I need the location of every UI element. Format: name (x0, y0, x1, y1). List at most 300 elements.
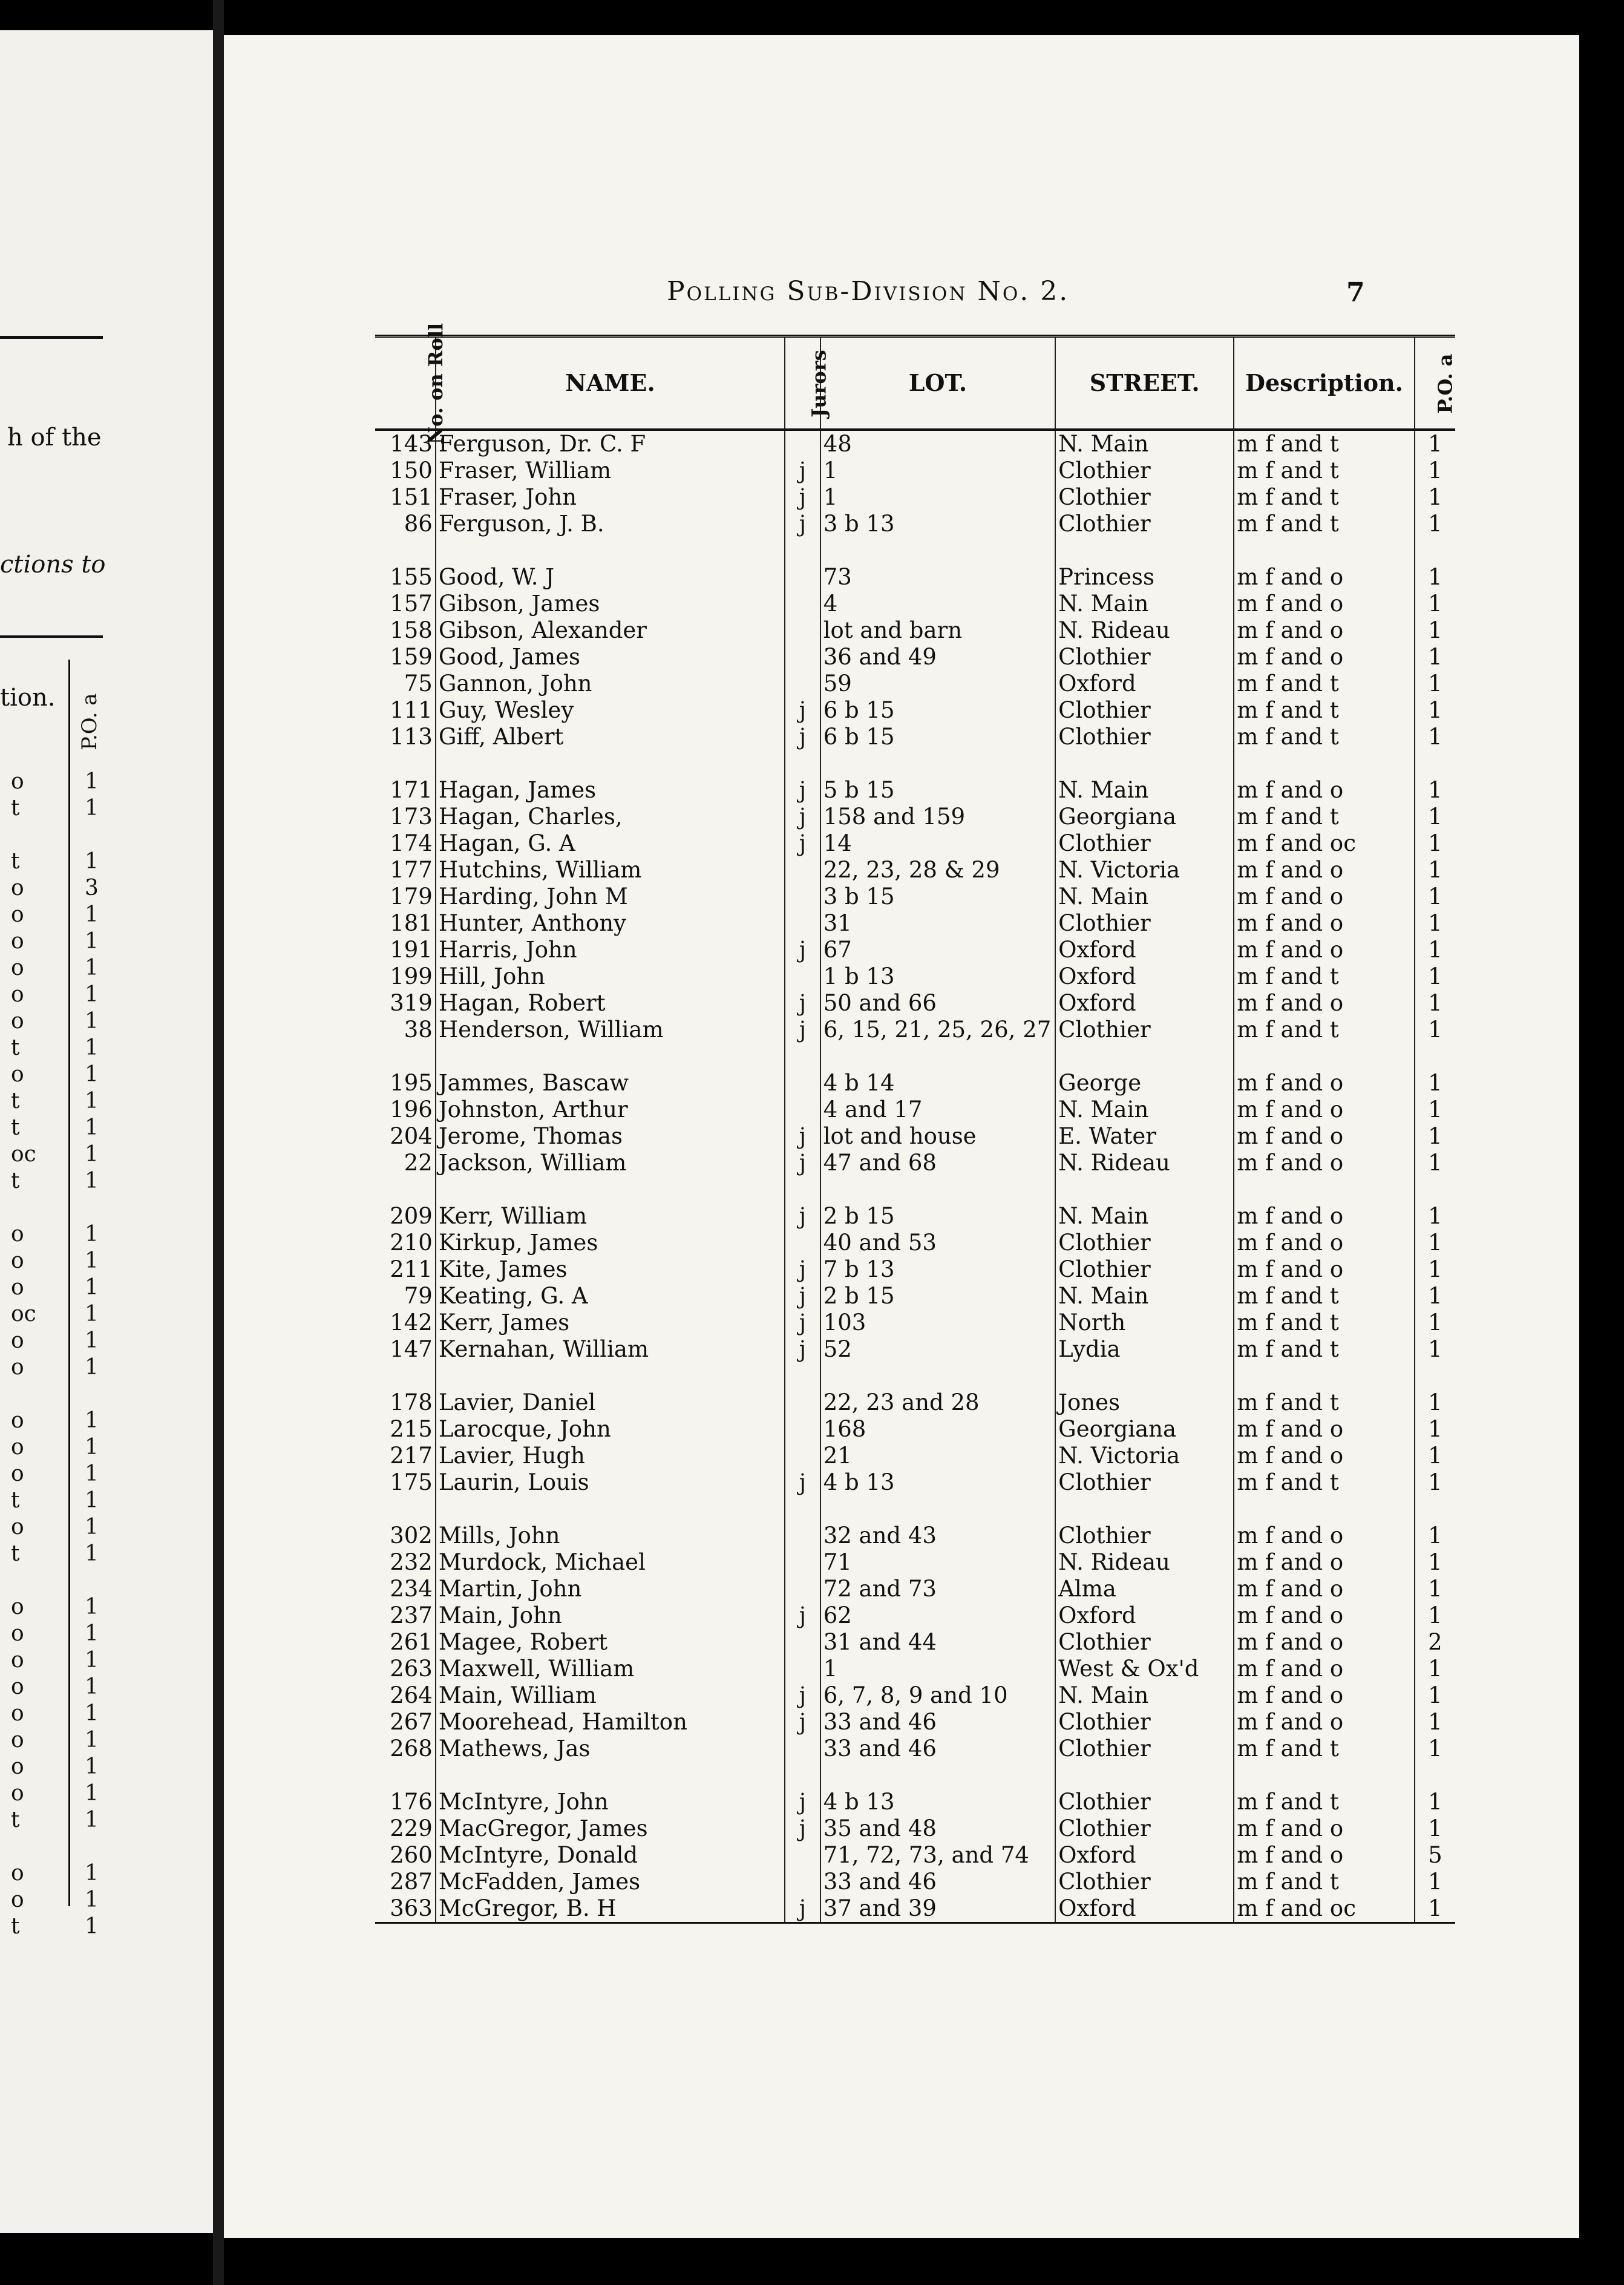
po-cell: 1 (1428, 1310, 1442, 1336)
lot-cell: 71 (820, 1549, 1055, 1576)
left-page-text-2: ctions to (0, 551, 106, 579)
left-page-description-value: o (11, 1728, 24, 1752)
group-spacer (375, 1363, 1455, 1389)
po-cell: 1 (1428, 1869, 1442, 1895)
juror-cell: j (785, 511, 820, 537)
lot-cell: 6 b 15 (820, 697, 1055, 724)
po-cell: 1 (1428, 591, 1442, 617)
table-row (375, 591, 1455, 617)
table-header-row (375, 336, 1455, 430)
roll-cell: 159 (375, 644, 436, 670)
description-cell: m f and o (1234, 1097, 1414, 1123)
po-cell: 1 (1428, 1017, 1442, 1043)
left-page-po-value (85, 1834, 99, 1860)
spacer-cell (785, 1043, 820, 1070)
spacer-cell (1055, 750, 1234, 777)
name-cell: Harris, John (436, 937, 785, 963)
left-page-description-value: t (11, 1808, 20, 1832)
street-cell: Clothier (1055, 1230, 1234, 1256)
name-cell: McFadden, James (436, 1869, 785, 1895)
left-page-description-value: t (11, 1089, 20, 1113)
po-cell: 5 (1428, 1842, 1442, 1868)
spacer-cell (1055, 1176, 1234, 1203)
col-header-street: STREET. (1055, 336, 1234, 430)
spacer-cell (820, 1363, 1055, 1389)
street-cell: Jones (1055, 1389, 1234, 1416)
description-cell: m f and o (1234, 910, 1414, 937)
name-cell: Good, James (436, 644, 785, 670)
roll-cell: 171 (375, 777, 436, 804)
po-cell: 1 (1428, 1097, 1442, 1123)
description-cell: m f and o (1234, 1230, 1414, 1256)
roll-cell: 75 (375, 670, 436, 697)
lot-cell: 48 (820, 430, 1055, 457)
description-cell: m f and o (1234, 1842, 1414, 1869)
left-page-po-value (85, 1195, 99, 1221)
spacer-cell (436, 537, 785, 564)
street-cell: Clothier (1055, 1709, 1234, 1736)
left-page-po-header: P.O. a (77, 693, 102, 750)
name-cell: Main, William (436, 1682, 785, 1709)
spacer-cell (1415, 1762, 1455, 1789)
description-cell: m f and o (1234, 1416, 1414, 1443)
roll-cell: 179 (375, 884, 436, 910)
spacer-cell (436, 1043, 785, 1070)
table-row (375, 857, 1455, 884)
description-cell: m f and t (1234, 457, 1414, 484)
left-page-description-value: o (11, 1781, 24, 1806)
spacer-cell (436, 750, 785, 777)
juror-cell: j (785, 937, 820, 963)
description-cell: m f and oc (1234, 1895, 1414, 1923)
po-cell: 1 (1428, 1656, 1442, 1682)
spacer-cell (785, 1496, 820, 1523)
po-cell: 1 (1428, 1389, 1442, 1415)
juror-cell (785, 591, 820, 617)
juror-cell (785, 670, 820, 697)
juror-cell: j (785, 1203, 820, 1230)
table-row (375, 1789, 1455, 1815)
lot-cell: 31 and 44 (820, 1629, 1055, 1656)
roll-cell: 143 (375, 430, 436, 457)
name-cell: Hill, John (436, 963, 785, 990)
spacer-cell (820, 1043, 1055, 1070)
street-cell: N. Main (1055, 884, 1234, 910)
description-cell: m f and t (1234, 1017, 1414, 1043)
street-cell: George (1055, 1070, 1234, 1097)
table-row (375, 564, 1455, 591)
left-page-description-value: t (11, 1541, 20, 1566)
left-page-po-value: 1 (85, 769, 99, 794)
description-cell: m f and t (1234, 963, 1414, 990)
spacer-cell (1415, 750, 1455, 777)
po-cell: 1 (1428, 884, 1442, 910)
roll-cell: 174 (375, 830, 436, 857)
left-page-description-value: o (11, 1621, 24, 1646)
spacer-cell (1415, 1496, 1455, 1523)
roll-cell: 196 (375, 1097, 436, 1123)
left-page-po-value: 1 (85, 1808, 99, 1832)
description-cell: m f and o (1234, 1123, 1414, 1150)
street-cell: Oxford (1055, 1895, 1234, 1923)
table-row (375, 1310, 1455, 1336)
juror-cell: j (785, 1815, 820, 1842)
table-row (375, 990, 1455, 1017)
po-cell: 1 (1428, 990, 1442, 1016)
table-row (375, 1230, 1455, 1256)
table-row (375, 1416, 1455, 1443)
lot-cell: 21 (820, 1443, 1055, 1469)
street-cell: Oxford (1055, 937, 1234, 963)
spacer-cell (436, 1496, 785, 1523)
table-body (375, 430, 1455, 1923)
left-page-po-value: 1 (85, 1062, 99, 1087)
description-cell: m f and o (1234, 1256, 1414, 1283)
lot-cell: 32 and 43 (820, 1523, 1055, 1549)
description-cell: m f and o (1234, 1709, 1414, 1736)
juror-cell (785, 564, 820, 591)
roll-cell: 204 (375, 1123, 436, 1150)
lot-cell: 22, 23, 28 & 29 (820, 857, 1055, 884)
description-cell: m f and t (1234, 1736, 1414, 1762)
street-cell: N. Main (1055, 777, 1234, 804)
left-page-description-value: o (11, 956, 24, 980)
left-page-rule-2 (0, 635, 103, 638)
col-header-roll: No. on Roll (375, 336, 436, 430)
description-cell: m f and o (1234, 1523, 1414, 1549)
left-page-description-value: o (11, 1754, 24, 1779)
street-cell: Oxford (1055, 670, 1234, 697)
street-cell: Clothier (1055, 1789, 1234, 1815)
juror-cell: j (785, 777, 820, 804)
roll-cell: 319 (375, 990, 436, 1017)
name-cell: Hagan, G. A (436, 830, 785, 857)
previous-page-fragment (0, 30, 213, 2233)
roll-cell: 232 (375, 1549, 436, 1576)
lot-cell: 72 and 73 (820, 1576, 1055, 1602)
spacer-cell (375, 537, 436, 564)
name-cell: Main, John (436, 1602, 785, 1629)
spacer-cell (785, 1363, 820, 1389)
name-cell: McIntyre, Donald (436, 1842, 785, 1869)
street-cell: Georgiana (1055, 804, 1234, 830)
lot-cell: 103 (820, 1310, 1055, 1336)
description-cell: m f and o (1234, 1203, 1414, 1230)
spacer-cell (1055, 1496, 1234, 1523)
description-cell: m f and t (1234, 724, 1414, 750)
po-cell: 1 (1428, 1070, 1442, 1096)
juror-cell (785, 1097, 820, 1123)
name-cell: Fraser, John (436, 484, 785, 511)
lot-cell: 4 b 14 (820, 1070, 1055, 1097)
left-page-description-value: o (11, 929, 24, 954)
juror-cell (785, 1523, 820, 1549)
lot-cell: 33 and 46 (820, 1709, 1055, 1736)
spacer-cell (1415, 1176, 1455, 1203)
left-page-description-value (11, 1834, 36, 1860)
left-page-description-value: o (11, 902, 24, 927)
po-cell: 1 (1415, 1895, 1455, 1923)
po-cell: 1 (1428, 1469, 1442, 1495)
juror-cell: j (785, 1150, 820, 1176)
lot-cell: lot and barn (820, 617, 1055, 644)
table-row (375, 910, 1455, 937)
lot-cell: 71, 72, 73, and 74 (820, 1842, 1055, 1869)
spacer-cell (375, 750, 436, 777)
spacer-cell (1055, 1043, 1234, 1070)
table-row (375, 1576, 1455, 1602)
po-cell: 1 (1428, 670, 1442, 697)
left-page-po-value: 1 (85, 982, 99, 1007)
lot-cell: 33 and 46 (820, 1736, 1055, 1762)
description-cell: m f and o (1234, 644, 1414, 670)
description-cell: m f and o (1234, 1070, 1414, 1097)
lot-cell: 1 (820, 1656, 1055, 1682)
street-cell: E. Water (1055, 1123, 1234, 1150)
po-cell: 1 (1428, 617, 1442, 643)
name-cell: Hagan, Charles, (436, 804, 785, 830)
roll-cell: 267 (375, 1709, 436, 1736)
juror-cell: j (785, 1469, 820, 1496)
left-page-description-value: o (11, 1408, 24, 1433)
left-page-po-value: 1 (85, 1355, 99, 1380)
street-cell: Princess (1055, 564, 1234, 591)
left-page-po-value: 1 (85, 1861, 99, 1886)
name-cell: Hunter, Anthony (436, 910, 785, 937)
name-cell: Gannon, John (436, 670, 785, 697)
po-cell: 1 (1428, 1203, 1442, 1229)
left-page-po-value: 1 (85, 902, 99, 927)
description-cell: m f and o (1234, 1602, 1414, 1629)
roll-cell: 263 (375, 1656, 436, 1682)
name-cell: Henderson, William (436, 1017, 785, 1043)
roll-cell: 147 (375, 1336, 436, 1363)
name-cell: Mills, John (436, 1523, 785, 1549)
roll-cell: 178 (375, 1389, 436, 1416)
name-cell: Murdock, Michael (436, 1549, 785, 1576)
lot-cell: 62 (820, 1602, 1055, 1629)
table-row (375, 804, 1455, 830)
juror-cell: j (785, 1602, 820, 1629)
spacer-cell (375, 1496, 436, 1523)
po-cell: 1 (1428, 697, 1442, 723)
spacer-cell (1415, 1363, 1455, 1389)
spacer-cell (375, 1176, 436, 1203)
po-cell: 1 (1428, 937, 1442, 963)
name-cell: Kirkup, James (436, 1230, 785, 1256)
po-cell: 1 (1428, 857, 1442, 883)
roll-cell: 38 (375, 1017, 436, 1043)
po-cell: 1 (1428, 1123, 1442, 1149)
roll-cell: 142 (375, 1310, 436, 1336)
juror-cell: j (785, 1310, 820, 1336)
spacer-cell (1415, 537, 1455, 564)
left-page-description-column (11, 769, 36, 1940)
description-cell: m f and t (1234, 1310, 1414, 1336)
juror-cell: j (785, 484, 820, 511)
roll-cell: 302 (375, 1523, 436, 1549)
juror-cell: j (785, 1123, 820, 1150)
lot-cell: 6, 15, 21, 25, 26, 27 (820, 1017, 1055, 1043)
table-row (375, 1869, 1455, 1895)
po-cell: 1 (1428, 1602, 1442, 1628)
spacer-cell (436, 1176, 785, 1203)
left-page-po-value: 1 (85, 1169, 99, 1193)
lot-cell: 14 (820, 830, 1055, 857)
juror-cell (785, 617, 820, 644)
table-row (375, 1123, 1455, 1150)
po-cell: 1 (1428, 1736, 1442, 1762)
left-page-description-value: o (11, 1861, 24, 1886)
left-page-po-value (85, 1567, 99, 1594)
left-page-po-value: 1 (85, 1728, 99, 1752)
name-cell: Larocque, John (436, 1416, 785, 1443)
table-row (375, 937, 1455, 963)
roll-cell: 229 (375, 1815, 436, 1842)
roll-cell: 181 (375, 910, 436, 937)
left-page-description-value: o (11, 1701, 24, 1726)
left-page-po-value: 1 (85, 849, 99, 874)
description-cell: m f and t (1234, 484, 1414, 511)
juror-cell: j (785, 1789, 820, 1815)
juror-cell (785, 1389, 820, 1416)
description-cell: m f and o (1234, 857, 1414, 884)
po-cell: 1 (1428, 1523, 1442, 1549)
juror-cell (785, 430, 820, 457)
roll-cell: 157 (375, 591, 436, 617)
table-row (375, 1389, 1455, 1416)
lot-cell: 7 b 13 (820, 1256, 1055, 1283)
street-cell: Clothier (1055, 1256, 1234, 1283)
lot-cell: 31 (820, 910, 1055, 937)
left-page-po-value: 1 (85, 1781, 99, 1806)
spacer-cell (1234, 1496, 1414, 1523)
voters-register-table (375, 323, 1457, 1924)
street-cell: Oxford (1055, 1842, 1234, 1869)
po-cell: 1 (1428, 724, 1442, 750)
roll-cell: 158 (375, 617, 436, 644)
juror-cell (785, 1629, 820, 1656)
left-page-po-value: 1 (85, 1914, 99, 1939)
spacer-cell (820, 1176, 1055, 1203)
left-page-description-value: o (11, 1009, 24, 1034)
juror-cell: j (785, 804, 820, 830)
left-page-description-value: o (11, 1248, 24, 1273)
street-cell: Alma (1055, 1576, 1234, 1602)
name-cell: Keating, G. A (436, 1283, 785, 1310)
juror-cell (785, 1230, 820, 1256)
description-cell: m f and oc (1234, 830, 1414, 857)
lot-cell: 40 and 53 (820, 1230, 1055, 1256)
name-cell: Harding, John M (436, 884, 785, 910)
spacer-cell (375, 1762, 436, 1789)
street-cell: Clothier (1055, 484, 1234, 511)
table-row (375, 1549, 1455, 1576)
col-header-name: NAME. (436, 336, 785, 430)
roll-cell: 211 (375, 1256, 436, 1283)
table-row (375, 1842, 1455, 1869)
table-row (375, 1815, 1455, 1842)
table-row (375, 484, 1455, 511)
street-cell: N. Rideau (1055, 1549, 1234, 1576)
street-cell: N. Main (1055, 430, 1234, 457)
name-cell: Jerome, Thomas (436, 1123, 785, 1150)
left-page-po-value: 1 (85, 1035, 99, 1060)
roll-cell: 215 (375, 1416, 436, 1443)
name-cell: Kernahan, William (436, 1336, 785, 1363)
juror-cell (785, 1549, 820, 1576)
juror-cell (785, 1416, 820, 1443)
group-spacer (375, 1496, 1455, 1523)
name-cell: Jackson, William (436, 1150, 785, 1176)
po-cell: 1 (1428, 431, 1442, 457)
left-page-description-value: o (11, 1461, 24, 1486)
roll-cell: 177 (375, 857, 436, 884)
po-cell: 1 (1428, 910, 1442, 936)
left-page-po-value: 1 (85, 1488, 99, 1513)
left-page-po-value: 1 (85, 1089, 99, 1113)
name-cell: Mathews, Jas (436, 1736, 785, 1762)
left-page-po-value: 1 (85, 1515, 99, 1539)
description-cell: m f and t (1234, 1283, 1414, 1310)
roll-cell: 199 (375, 963, 436, 990)
table-row (375, 1629, 1455, 1656)
table-row (375, 1256, 1455, 1283)
spacer-cell (785, 537, 820, 564)
lot-cell: 59 (820, 670, 1055, 697)
street-cell: N. Rideau (1055, 1150, 1234, 1176)
juror-cell: j (785, 1336, 820, 1363)
table-row (375, 1203, 1455, 1230)
table-row (375, 884, 1455, 910)
street-cell: Georgiana (1055, 1416, 1234, 1443)
name-cell: Laurin, Louis (436, 1469, 785, 1496)
left-page-po-value: 1 (85, 1435, 99, 1460)
lot-cell: 35 and 48 (820, 1815, 1055, 1842)
juror-cell: j (785, 724, 820, 750)
lot-cell: 37 and 39 (820, 1895, 1055, 1923)
lot-cell: 4 and 17 (820, 1097, 1055, 1123)
description-cell: m f and t (1234, 1869, 1414, 1895)
left-page-rule (0, 336, 103, 339)
name-cell: Jammes, Bascaw (436, 1070, 785, 1097)
lot-cell: 1 (820, 457, 1055, 484)
po-cell: 1 (1428, 1789, 1442, 1815)
juror-cell (785, 910, 820, 937)
description-cell: m f and o (1234, 617, 1414, 644)
spacer-cell (1415, 1043, 1455, 1070)
lot-cell: 3 b 13 (820, 511, 1055, 537)
lot-cell: 6, 7, 8, 9 and 10 (820, 1682, 1055, 1709)
juror-cell (785, 884, 820, 910)
table-row (375, 1602, 1455, 1629)
left-page-description-value: oc (11, 1142, 36, 1167)
left-page-description-value: o (11, 1648, 24, 1673)
table-row (375, 670, 1455, 697)
lot-cell: 5 b 15 (820, 777, 1055, 804)
description-cell: m f and o (1234, 1150, 1414, 1176)
table-row (375, 697, 1455, 724)
street-cell: Clothier (1055, 1629, 1234, 1656)
description-cell: m f and t (1234, 697, 1414, 724)
roll-cell: 195 (375, 1070, 436, 1097)
po-cell: 1 (1428, 1256, 1442, 1282)
left-page-po-value: 1 (85, 1595, 99, 1619)
name-cell: Kerr, William (436, 1203, 785, 1230)
table-row (375, 1895, 1455, 1923)
street-cell: N. Main (1055, 1283, 1234, 1310)
lot-cell: 33 and 46 (820, 1869, 1055, 1895)
